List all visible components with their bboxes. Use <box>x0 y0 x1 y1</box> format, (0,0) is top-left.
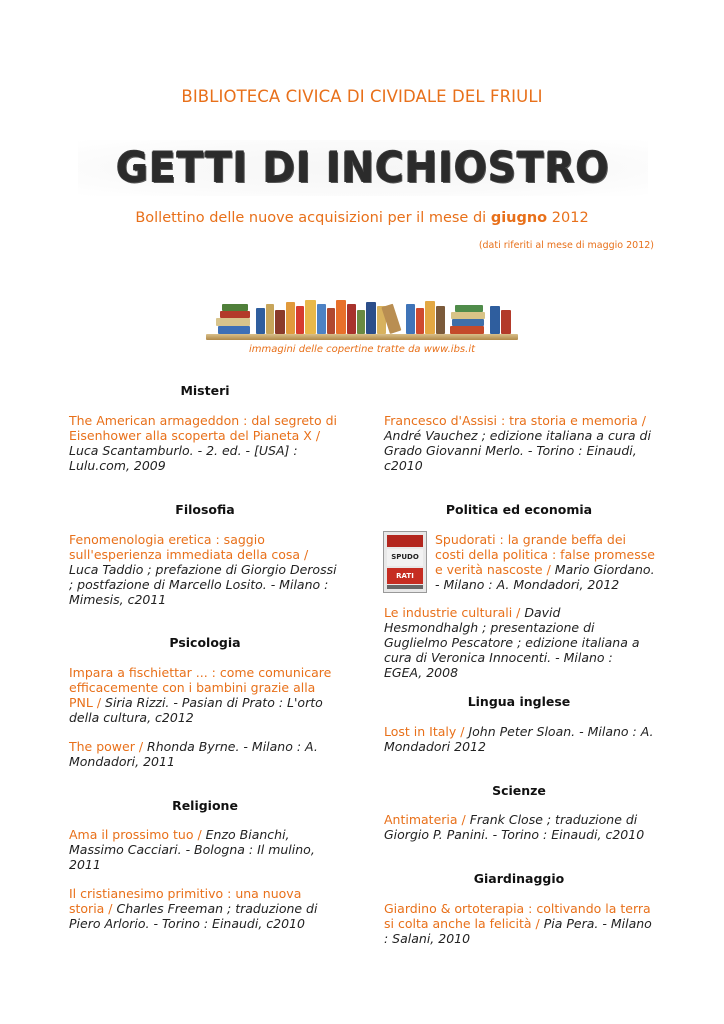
catalog-entry <box>384 413 654 473</box>
book-spine <box>425 301 435 334</box>
catalog-entry <box>69 532 339 607</box>
book-spine <box>451 312 485 319</box>
catalog-entry <box>69 886 339 931</box>
book-spine <box>222 304 248 311</box>
catalog-entry <box>69 827 339 872</box>
category-heading: Filosofia <box>175 502 235 517</box>
reference-note: (dati riferiti al mese di maggio 2012) <box>478 240 654 251</box>
entry-title: Lost in Italy / <box>384 724 469 739</box>
catalog-entry <box>435 532 657 592</box>
book-spine <box>296 306 304 334</box>
book-spine <box>455 305 483 312</box>
catalog-entry <box>384 901 654 946</box>
catalog-entry <box>69 665 339 725</box>
book-spine <box>452 319 484 326</box>
catalog-entry <box>69 413 339 473</box>
entry-title: The American armageddon : dal segreto di Eisenhower alla scoperta del Pianeta X / <box>69 413 337 443</box>
entry-title: Giardino & ortoterapia : coltivando la terra si colta anche la felicità / <box>384 901 651 931</box>
entry-details: André Vauchez ; edizione italiana a cura di Grado Giovanni Merlo. - Torino : Einaudi, c2010 <box>384 428 651 473</box>
banner <box>78 140 648 196</box>
entry-title: The power / <box>69 739 148 754</box>
category-heading: Religione <box>172 798 238 813</box>
entry-details: Enzo Bianchi, Massimo Cacciari. - Bologna : Il mulino, 2011 <box>69 827 315 872</box>
cover-text-bottom: RATI <box>387 568 423 584</box>
book-spine <box>275 310 285 334</box>
book-spine <box>216 318 250 326</box>
book-spine <box>501 310 511 334</box>
book-spine <box>416 308 424 334</box>
catalog-entry <box>384 812 654 842</box>
catalog-entry <box>69 739 339 769</box>
category-heading: Psicologia <box>169 635 241 650</box>
cover-text-top: SPUDO <box>387 549 423 566</box>
book-spine <box>366 302 376 334</box>
book-spine <box>357 310 365 334</box>
book-spine <box>218 326 250 334</box>
book-spine <box>406 304 415 334</box>
entry-details: David Hesmondhalgh ; presentazione di Guglielmo Pescatore ; edizione italiana a cura di Veronica Innocenti. - Milano : EGEA, 2008 <box>384 605 640 680</box>
book-spine <box>305 300 316 334</box>
cover-band <box>387 535 423 547</box>
book-spine <box>450 326 484 334</box>
entry-details: Siria Rizzi. - Pasian di Prato : L'orto della cultura, c2012 <box>69 695 323 725</box>
category-heading: Politica ed economia <box>445 502 593 517</box>
subtitle-month: giugno <box>490 210 548 226</box>
book-spine <box>490 306 500 334</box>
entry-title: Ama il prossimo tuo / <box>69 827 206 842</box>
banner-title: GETTI DI INCHIOSTRO <box>116 143 610 192</box>
entry-title: Antimateria / <box>384 812 470 827</box>
entry-title: Francesco d'Assisi : tra storia e memoria / <box>384 413 646 428</box>
subtitle-year: 2012 <box>547 210 589 226</box>
book-spine <box>286 302 295 334</box>
book-spine <box>347 304 356 334</box>
entry-details: Luca Taddio ; prefazione di Giorgio Derossi ; postfazione di Marcello Losito. - Milano : Mimesis, c2011 <box>69 562 337 607</box>
book-spine <box>317 304 326 334</box>
subtitle-prefix: Bollettino delle nuove acquisizioni per il mese di <box>135 210 491 226</box>
entry-details: Rhonda Byrne. - Milano : A. Mondadori, 2011 <box>69 739 318 769</box>
entry-details: Pia Pera. - Milano : Salani, 2010 <box>384 916 652 946</box>
book-spine <box>256 308 265 334</box>
entry-details: Frank Close ; traduzione di Giorgio P. Panini. - Torino : Einaudi, c2010 <box>384 812 645 842</box>
image-caption: immagini delle copertine tratte da www.ibs.it <box>248 344 476 355</box>
entry-details: John Peter Sloan. - Milano : A. Mondadori 2012 <box>384 724 654 754</box>
category-heading: Lingua inglese <box>467 694 571 709</box>
book-spine <box>436 306 445 334</box>
book-spine <box>266 304 274 334</box>
entry-title: Il cristianesimo primitivo : una nuova storia / <box>69 886 302 916</box>
entry-details: Luca Scantamburlo. - 2. ed. - [USA] : Lulu.com, 2009 <box>69 443 298 473</box>
entry-title: Le industrie culturali / <box>384 605 525 620</box>
entry-details: Charles Freeman ; traduzione di Piero Arlorio. - Torino : Einaudi, c2010 <box>69 901 318 931</box>
cover-footer <box>387 585 423 589</box>
library-title: BIBLIOTECA CIVICA DI CIVIDALE DEL FRIULI <box>181 87 543 106</box>
entry-title: Spudorati : la grande beffa dei costi della politica : false promesse e verità nascoste / <box>435 532 655 577</box>
bulletin-subtitle <box>0 210 724 226</box>
category-heading: Scienze <box>492 783 546 798</box>
book-spine <box>327 308 335 334</box>
catalog-entry <box>384 724 654 754</box>
catalog-entry <box>384 605 654 680</box>
entry-title: Impara a fischiettar ... : come comunicare efficacemente con i bambini grazie alla PNL / <box>69 665 332 710</box>
book-spine <box>336 300 346 334</box>
book-spine <box>220 311 250 318</box>
shelf-board <box>206 334 518 340</box>
entry-details: Mario Giordano. - Milano : A. Mondadori, 2012 <box>435 562 655 592</box>
category-heading: Giardinaggio <box>473 871 565 886</box>
entry-title: Fenomenologia eretica : saggio sull'esperienza immediata della cosa / <box>69 532 309 562</box>
bookshelf-image <box>200 286 522 344</box>
book-cover <box>383 531 427 593</box>
category-heading: Misteri <box>180 383 230 398</box>
